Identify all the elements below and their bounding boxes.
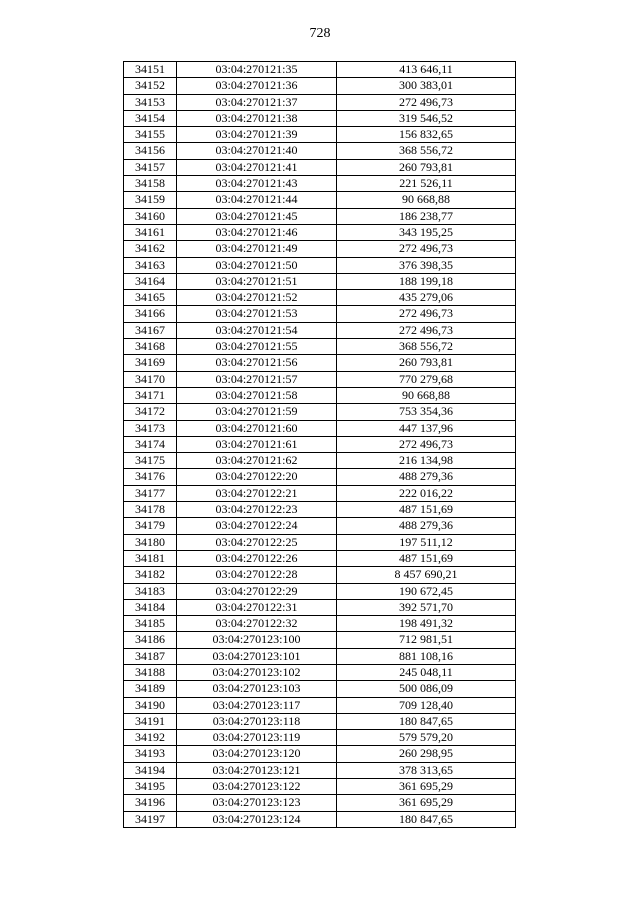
row-index-cell: 34155	[124, 127, 177, 143]
row-index-cell: 34178	[124, 502, 177, 518]
cadastral-number-cell: 03:04:270121:62	[177, 453, 337, 469]
table-row	[124, 273, 516, 289]
table-row	[124, 550, 516, 566]
table-row	[124, 697, 516, 713]
table-row	[124, 599, 516, 615]
table-row	[124, 176, 516, 192]
row-index-cell: 34173	[124, 420, 177, 436]
cadastral-number-cell: 03:04:270122:26	[177, 550, 337, 566]
value-cell: 361 695,29	[337, 779, 516, 795]
value-cell: 190 672,45	[337, 583, 516, 599]
table-row	[124, 208, 516, 224]
table-row	[124, 371, 516, 387]
cadastral-number-cell: 03:04:270121:50	[177, 257, 337, 273]
value-cell: 712 981,51	[337, 632, 516, 648]
table-row	[124, 485, 516, 501]
page-number: 728	[309, 26, 331, 41]
registry-table-body	[124, 62, 516, 828]
table-row	[124, 534, 516, 550]
row-index-cell: 34151	[124, 62, 177, 78]
row-index-cell: 34156	[124, 143, 177, 159]
table-row	[124, 355, 516, 371]
cadastral-number-cell: 03:04:270122:24	[177, 518, 337, 534]
value-cell: 272 496,73	[337, 94, 516, 110]
cadastral-number-cell: 03:04:270123:124	[177, 811, 337, 827]
row-index-cell: 34179	[124, 518, 177, 534]
cadastral-number-cell: 03:04:270123:100	[177, 632, 337, 648]
cadastral-number-cell: 03:04:270123:103	[177, 681, 337, 697]
table-row	[124, 567, 516, 583]
table-row	[124, 469, 516, 485]
value-cell: 186 238,77	[337, 208, 516, 224]
value-cell: 198 491,32	[337, 616, 516, 632]
row-index-cell: 34154	[124, 110, 177, 126]
table-row	[124, 583, 516, 599]
row-index-cell: 34197	[124, 811, 177, 827]
table-row	[124, 159, 516, 175]
value-cell: 343 195,25	[337, 224, 516, 240]
value-cell: 272 496,73	[337, 322, 516, 338]
table-row	[124, 811, 516, 827]
value-cell: 487 151,69	[337, 550, 516, 566]
row-index-cell: 34177	[124, 485, 177, 501]
cadastral-number-cell: 03:04:270123:101	[177, 648, 337, 664]
value-cell: 188 199,18	[337, 273, 516, 289]
value-cell: 156 832,65	[337, 127, 516, 143]
table-row	[124, 502, 516, 518]
cadastral-number-cell: 03:04:270121:57	[177, 371, 337, 387]
value-cell: 260 793,81	[337, 159, 516, 175]
value-cell: 272 496,73	[337, 306, 516, 322]
table-row	[124, 632, 516, 648]
cadastral-number-cell: 03:04:270122:32	[177, 616, 337, 632]
row-index-cell: 34153	[124, 94, 177, 110]
table-row	[124, 387, 516, 403]
value-cell: 221 526,11	[337, 176, 516, 192]
cadastral-number-cell: 03:04:270123:120	[177, 746, 337, 762]
table-row	[124, 746, 516, 762]
row-index-cell: 34176	[124, 469, 177, 485]
value-cell: 180 847,65	[337, 811, 516, 827]
cadastral-number-cell: 03:04:270121:36	[177, 78, 337, 94]
value-cell: 487 151,69	[337, 502, 516, 518]
cadastral-number-cell: 03:04:270123:102	[177, 664, 337, 680]
table-row	[124, 257, 516, 273]
table-row	[124, 62, 516, 78]
value-cell: 709 128,40	[337, 697, 516, 713]
value-cell: 488 279,36	[337, 469, 516, 485]
cadastral-number-cell: 03:04:270121:55	[177, 339, 337, 355]
value-cell: 272 496,73	[337, 241, 516, 257]
value-cell: 753 354,36	[337, 404, 516, 420]
cadastral-number-cell: 03:04:270121:61	[177, 436, 337, 452]
row-index-cell: 34170	[124, 371, 177, 387]
row-index-cell: 34190	[124, 697, 177, 713]
row-index-cell: 34174	[124, 436, 177, 452]
row-index-cell: 34187	[124, 648, 177, 664]
row-index-cell: 34164	[124, 273, 177, 289]
row-index-cell: 34189	[124, 681, 177, 697]
value-cell: 435 279,06	[337, 290, 516, 306]
table-row	[124, 664, 516, 680]
table-row	[124, 762, 516, 778]
value-cell: 447 137,96	[337, 420, 516, 436]
row-index-cell: 34157	[124, 159, 177, 175]
value-cell: 770 279,68	[337, 371, 516, 387]
cadastral-number-cell: 03:04:270121:59	[177, 404, 337, 420]
row-index-cell: 34191	[124, 713, 177, 729]
value-cell: 272 496,73	[337, 436, 516, 452]
row-index-cell: 34194	[124, 762, 177, 778]
cadastral-number-cell: 03:04:270121:51	[177, 273, 337, 289]
cadastral-number-cell: 03:04:270123:119	[177, 730, 337, 746]
row-index-cell: 34158	[124, 176, 177, 192]
value-cell: 376 398,35	[337, 257, 516, 273]
table-row	[124, 110, 516, 126]
row-index-cell: 34159	[124, 192, 177, 208]
cadastral-number-cell: 03:04:270122:21	[177, 485, 337, 501]
cadastral-number-cell: 03:04:270121:37	[177, 94, 337, 110]
row-index-cell: 34160	[124, 208, 177, 224]
cadastral-number-cell: 03:04:270121:46	[177, 224, 337, 240]
row-index-cell: 34175	[124, 453, 177, 469]
cadastral-number-cell: 03:04:270121:60	[177, 420, 337, 436]
cadastral-number-cell: 03:04:270122:29	[177, 583, 337, 599]
row-index-cell: 34163	[124, 257, 177, 273]
table-row	[124, 681, 516, 697]
table-row	[124, 795, 516, 811]
cadastral-number-cell: 03:04:270121:58	[177, 387, 337, 403]
value-cell: 300 383,01	[337, 78, 516, 94]
table-row	[124, 224, 516, 240]
value-cell: 197 511,12	[337, 534, 516, 550]
cadastral-number-cell: 03:04:270121:56	[177, 355, 337, 371]
row-index-cell: 34161	[124, 224, 177, 240]
cadastral-number-cell: 03:04:270121:52	[177, 290, 337, 306]
table-row	[124, 616, 516, 632]
row-index-cell: 34152	[124, 78, 177, 94]
cadastral-number-cell: 03:04:270123:123	[177, 795, 337, 811]
value-cell: 216 134,98	[337, 453, 516, 469]
table-row	[124, 78, 516, 94]
row-index-cell: 34181	[124, 550, 177, 566]
cadastral-number-cell: 03:04:270122:20	[177, 469, 337, 485]
table-row	[124, 713, 516, 729]
table-row	[124, 94, 516, 110]
table-row	[124, 192, 516, 208]
cadastral-number-cell: 03:04:270121:35	[177, 62, 337, 78]
cadastral-number-cell: 03:04:270123:118	[177, 713, 337, 729]
row-index-cell: 34186	[124, 632, 177, 648]
row-index-cell: 34196	[124, 795, 177, 811]
value-cell: 260 298,95	[337, 746, 516, 762]
row-index-cell: 34165	[124, 290, 177, 306]
row-index-cell: 34171	[124, 387, 177, 403]
value-cell: 245 048,11	[337, 664, 516, 680]
table-row	[124, 518, 516, 534]
cadastral-number-cell: 03:04:270122:31	[177, 599, 337, 615]
table-row	[124, 290, 516, 306]
registry-table	[123, 61, 516, 828]
cadastral-number-cell: 03:04:270121:54	[177, 322, 337, 338]
cadastral-number-cell: 03:04:270121:44	[177, 192, 337, 208]
value-cell: 8 457 690,21	[337, 567, 516, 583]
table-row	[124, 306, 516, 322]
table-row	[124, 143, 516, 159]
row-index-cell: 34166	[124, 306, 177, 322]
cadastral-number-cell: 03:04:270121:41	[177, 159, 337, 175]
value-cell: 319 546,52	[337, 110, 516, 126]
table-row	[124, 404, 516, 420]
cadastral-number-cell: 03:04:270121:43	[177, 176, 337, 192]
value-cell: 222 016,22	[337, 485, 516, 501]
table-row	[124, 241, 516, 257]
cadastral-number-cell: 03:04:270123:122	[177, 779, 337, 795]
row-index-cell: 34180	[124, 534, 177, 550]
value-cell: 260 793,81	[337, 355, 516, 371]
row-index-cell: 34162	[124, 241, 177, 257]
row-index-cell: 34172	[124, 404, 177, 420]
value-cell: 368 556,72	[337, 339, 516, 355]
cadastral-number-cell: 03:04:270121:53	[177, 306, 337, 322]
table-row	[124, 420, 516, 436]
value-cell: 413 646,11	[337, 62, 516, 78]
value-cell: 90 668,88	[337, 192, 516, 208]
row-index-cell: 34195	[124, 779, 177, 795]
table-row	[124, 127, 516, 143]
row-index-cell: 34183	[124, 583, 177, 599]
cadastral-number-cell: 03:04:270123:117	[177, 697, 337, 713]
table-row	[124, 779, 516, 795]
cadastral-number-cell: 03:04:270122:28	[177, 567, 337, 583]
row-index-cell: 34193	[124, 746, 177, 762]
value-cell: 90 668,88	[337, 387, 516, 403]
cadastral-number-cell: 03:04:270122:23	[177, 502, 337, 518]
value-cell: 392 571,70	[337, 599, 516, 615]
cadastral-number-cell: 03:04:270122:25	[177, 534, 337, 550]
row-index-cell: 34182	[124, 567, 177, 583]
row-index-cell: 34167	[124, 322, 177, 338]
value-cell: 488 279,36	[337, 518, 516, 534]
cadastral-number-cell: 03:04:270121:38	[177, 110, 337, 126]
cadastral-number-cell: 03:04:270123:121	[177, 762, 337, 778]
value-cell: 368 556,72	[337, 143, 516, 159]
table-row	[124, 453, 516, 469]
value-cell: 881 108,16	[337, 648, 516, 664]
table-row	[124, 648, 516, 664]
table-row	[124, 339, 516, 355]
row-index-cell: 34188	[124, 664, 177, 680]
table-row	[124, 322, 516, 338]
table-row	[124, 436, 516, 452]
row-index-cell: 34168	[124, 339, 177, 355]
cadastral-number-cell: 03:04:270121:40	[177, 143, 337, 159]
row-index-cell: 34169	[124, 355, 177, 371]
cadastral-number-cell: 03:04:270121:45	[177, 208, 337, 224]
row-index-cell: 34185	[124, 616, 177, 632]
value-cell: 361 695,29	[337, 795, 516, 811]
value-cell: 180 847,65	[337, 713, 516, 729]
value-cell: 579 579,20	[337, 730, 516, 746]
cadastral-number-cell: 03:04:270121:49	[177, 241, 337, 257]
value-cell: 500 086,09	[337, 681, 516, 697]
cadastral-number-cell: 03:04:270121:39	[177, 127, 337, 143]
row-index-cell: 34184	[124, 599, 177, 615]
table-row	[124, 730, 516, 746]
value-cell: 378 313,65	[337, 762, 516, 778]
row-index-cell: 34192	[124, 730, 177, 746]
